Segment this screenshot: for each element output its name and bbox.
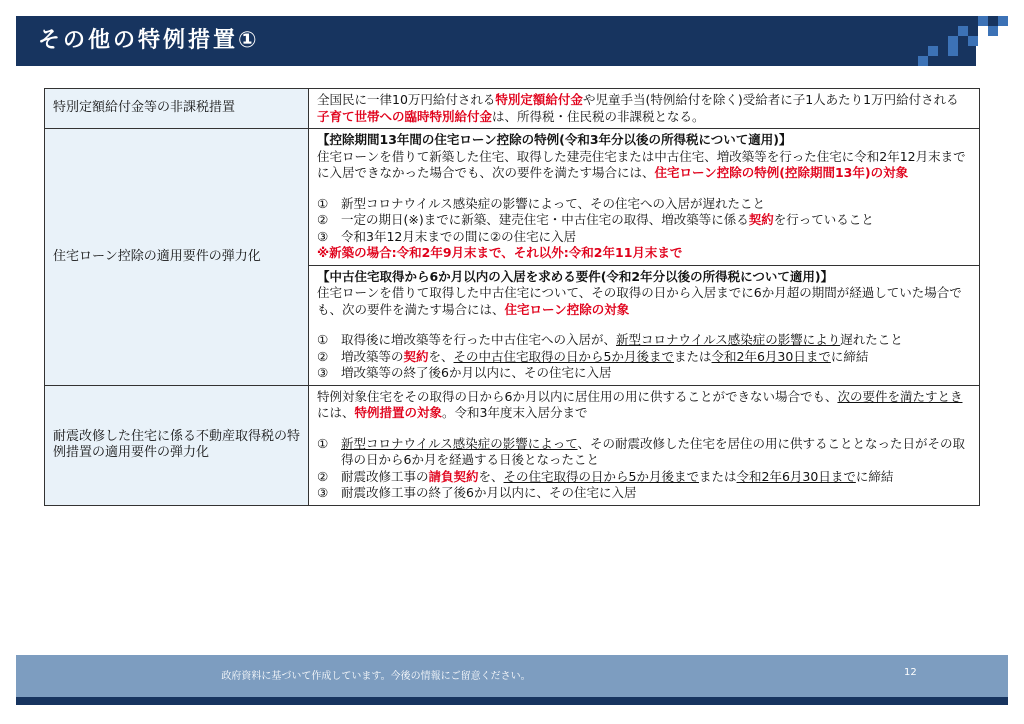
measures-table	[44, 88, 980, 506]
underlined-text: 令和2年6月30日まで	[711, 348, 831, 364]
page-title: その他の特例措置①	[38, 28, 260, 53]
text: に締結	[855, 468, 894, 484]
underlined-text: 新型コロナウイルス感染症の影響により	[616, 332, 841, 347]
underlined-text: 新型コロナウイルス感染症の影響によって	[341, 435, 578, 451]
item-text: 増改築等の終了後6か月以内に、その住宅に入居	[341, 365, 612, 380]
text: 増改築等の	[341, 348, 404, 364]
text: には、	[317, 405, 355, 420]
text: または	[699, 468, 737, 484]
text: を、	[428, 348, 454, 364]
list-item	[317, 469, 971, 486]
table-row	[45, 89, 980, 129]
list-item	[317, 485, 971, 502]
list-item	[317, 196, 971, 213]
highlight-text: 請負契約	[428, 468, 479, 484]
text: 住宅ローンを借りて取得した中古住宅について、その取得の日から入居までに6か月超の期間が経過していた場合でも、次の要件を満たす場合には、	[317, 285, 962, 317]
list-item	[317, 365, 971, 382]
text: 取得後に増改築等を行った中古住宅への入居が、	[341, 332, 617, 347]
text: 一定の期日(※)までに新築、建売住宅・中古住宅の取得、増改築等に係る	[341, 212, 749, 227]
item-text: 新型コロナウイルス感染症の影響によって、その住宅への入居が遅れたこと	[341, 195, 766, 211]
item-text	[341, 349, 971, 366]
text: 特例対象住宅をその取得の日から6か月以内に居住用の用に供することができない場合でも、	[317, 388, 838, 404]
underlined-text: 令和2年6月30日まで	[736, 468, 856, 484]
text: に締結	[830, 348, 869, 364]
row-content	[309, 89, 980, 129]
item-text: 令和3年12月末までの間に②の住宅に入居	[341, 228, 577, 244]
title-bar	[16, 16, 976, 66]
item-text	[341, 436, 971, 469]
item-number: ②	[317, 468, 329, 484]
highlight-text: 特例措置の対象	[354, 405, 443, 420]
table-row	[45, 385, 980, 505]
item-number: ①	[317, 435, 329, 451]
text: は、所得税・住民税の非課税となる。	[492, 108, 705, 124]
text: 住宅ローンを借りて新築した住宅、取得した建売住宅または中古住宅、増改築等を行った住宅に令和2年12月末までに入居できなかった場合でも、次の要件を満たす場合には、	[317, 148, 966, 180]
item-number: ①	[317, 332, 329, 347]
row-content	[309, 265, 980, 385]
text: 。令和3年度末入居分まで	[442, 405, 588, 420]
row-label: 特別定額給付金等の非課税措置	[45, 89, 309, 129]
item-number: ②	[317, 212, 329, 227]
section-heading: 【控除期間13年間の住宅ローン控除の特例(令和3年分以後の所得税について適用)】	[317, 132, 792, 147]
item-text	[341, 469, 971, 486]
item-number: ③	[317, 228, 329, 244]
highlight-text: 住宅ローン控除の特例(控除期間13年)の対象	[654, 165, 909, 180]
section-body	[317, 149, 971, 182]
row-label: 耐震改修した住宅に係る不動産取得税の特例措置の適用要件の弾力化	[45, 385, 309, 505]
row-content	[309, 385, 980, 505]
highlight-text: 特別定額給付金	[495, 92, 583, 107]
footer-note: 政府資料に基づいて作成しています。今後の情報にご留意ください。	[221, 671, 531, 682]
table-row	[45, 129, 980, 266]
footer-stripe	[16, 697, 1008, 705]
highlight-text: 住宅ローン控除の対象	[504, 301, 630, 317]
highlight-text: 契約	[403, 348, 429, 364]
note-text: ※新築の場合:令和2年9月末まで、それ以外:令和2年11月末まで	[317, 245, 683, 260]
item-text	[341, 212, 971, 229]
section-heading: 【中古住宅取得から6か月以内の入居を求める要件(令和2年分以後の所得税について適用)】	[317, 268, 834, 284]
list-item	[317, 332, 971, 349]
checker-pattern-decoration	[908, 16, 1008, 66]
text: または	[674, 348, 712, 364]
item-text: 耐震改修工事の終了後6か月以内に、その住宅に入居	[341, 485, 637, 500]
underlined-text: その住宅取得の日から5か月後まで	[503, 468, 700, 484]
item-number: ②	[317, 348, 329, 364]
row-label: 住宅ローン控除の適用要件の弾力化	[45, 129, 309, 386]
text: 遅れたこと	[840, 332, 903, 347]
text: 、その耐震改修した住宅を居住の用に供することとなった日がその取得の日から6か月を経過する日後となったこと	[341, 435, 966, 467]
list-item	[317, 229, 971, 246]
section-body	[317, 285, 971, 318]
text: を行っていること	[773, 212, 874, 227]
item-number: ③	[317, 485, 329, 500]
highlight-text: 契約	[748, 212, 774, 227]
list-item	[317, 436, 971, 469]
text: を、	[478, 468, 504, 484]
list-item	[317, 349, 971, 366]
item-number: ③	[317, 365, 329, 380]
text: 全国民に一律10万円給付される	[317, 92, 496, 107]
page-number: 12	[904, 667, 917, 678]
text: 耐震改修工事の	[341, 468, 429, 484]
underlined-text: 次の要件を満たすとき	[837, 388, 963, 404]
item-number: ①	[317, 195, 329, 211]
section-body	[317, 389, 971, 422]
footer-bar	[16, 655, 1008, 697]
highlight-text: 子育て世帯への臨時特別給付金	[317, 108, 493, 124]
underlined-text: その中古住宅取得の日から5か月後まで	[453, 348, 675, 364]
item-text	[341, 332, 971, 349]
list-item	[317, 212, 971, 229]
row-content	[309, 129, 980, 266]
text: や児童手当(特例給付を除く)受給者に子1人あたり1万円給付される	[582, 92, 959, 107]
